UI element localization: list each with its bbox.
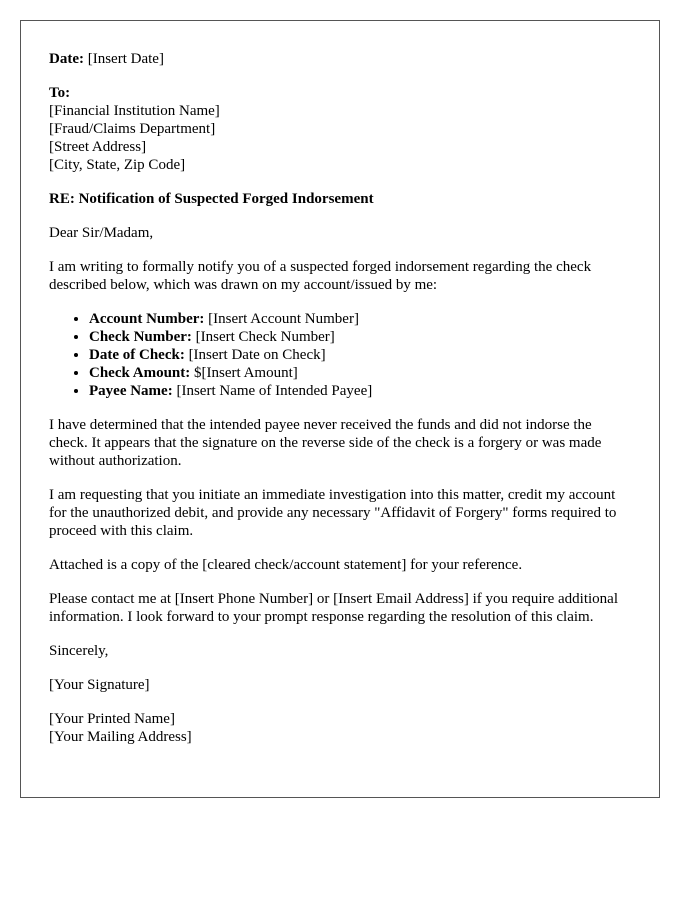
detail-value: $[Insert Amount]: [194, 365, 298, 381]
subject-text: RE: Notification of Suspected Forged Indorsement: [49, 191, 374, 207]
intro-paragraph: I am writing to formally notify you of a suspected forged indorsement regarding the check described below, which was drawn on my account/issued by me:: [49, 259, 592, 293]
letter-document: [20, 20, 660, 798]
subject-line: [49, 190, 631, 208]
sender-name: [Your Printed Name]: [49, 711, 175, 727]
sender-address: [Your Mailing Address]: [49, 729, 192, 745]
detail-value: [Insert Check Number]: [195, 329, 335, 345]
detail-account-number: [89, 310, 631, 328]
sender-block: [49, 710, 631, 746]
determination-paragraph: I have determined that the intended payee never received the funds and did not indorse the check. It appears that the signature on the reverse side of the check is a forgery or was made without authorization.: [49, 417, 602, 469]
date-label: Date:: [49, 51, 84, 67]
detail-value: [Insert Name of Intended Payee]: [176, 383, 373, 399]
salutation: Dear Sir/Madam,: [49, 225, 154, 241]
recipient-city: [City, State, Zip Code]: [49, 157, 186, 173]
date-value: [Insert Date]: [87, 51, 164, 67]
detail-check-number: [89, 328, 631, 346]
recipient-institution: [Financial Institution Name]: [49, 103, 220, 119]
date-line: [49, 50, 631, 68]
request-paragraph: I am requesting that you initiate an immediate investigation into this matter, credit my account for the unauthorized debit, and provide any necessary "Affidavit of Forgery" forms required to proceed with this claim.: [49, 487, 617, 539]
signature-placeholder: [Your Signature]: [49, 677, 150, 693]
recipient-department: [Fraud/Claims Department]: [49, 121, 216, 137]
recipient-street: [Street Address]: [49, 139, 147, 155]
detail-value: [Insert Date on Check]: [188, 347, 326, 363]
detail-payee-name: [89, 382, 631, 400]
detail-label: Check Amount:: [89, 365, 191, 381]
attachment-paragraph: Attached is a copy of the [cleared check/account statement] for your reference.: [49, 557, 523, 573]
detail-value: [Insert Account Number]: [208, 311, 359, 327]
detail-label: Date of Check:: [89, 347, 185, 363]
contact-paragraph: Please contact me at [Insert Phone Number] or [Insert Email Address] if you require additional information. I look forward to your prompt response regarding the resolution of this claim.: [49, 591, 618, 625]
detail-date-of-check: [89, 346, 631, 364]
recipient-block: [49, 84, 631, 174]
detail-label: Check Number:: [89, 329, 192, 345]
detail-label: Account Number:: [89, 311, 205, 327]
detail-check-amount: [89, 364, 631, 382]
check-details-list: [49, 310, 631, 400]
closing: Sincerely,: [49, 643, 109, 659]
recipient-label: To:: [49, 85, 71, 101]
detail-label: Payee Name:: [89, 383, 173, 399]
